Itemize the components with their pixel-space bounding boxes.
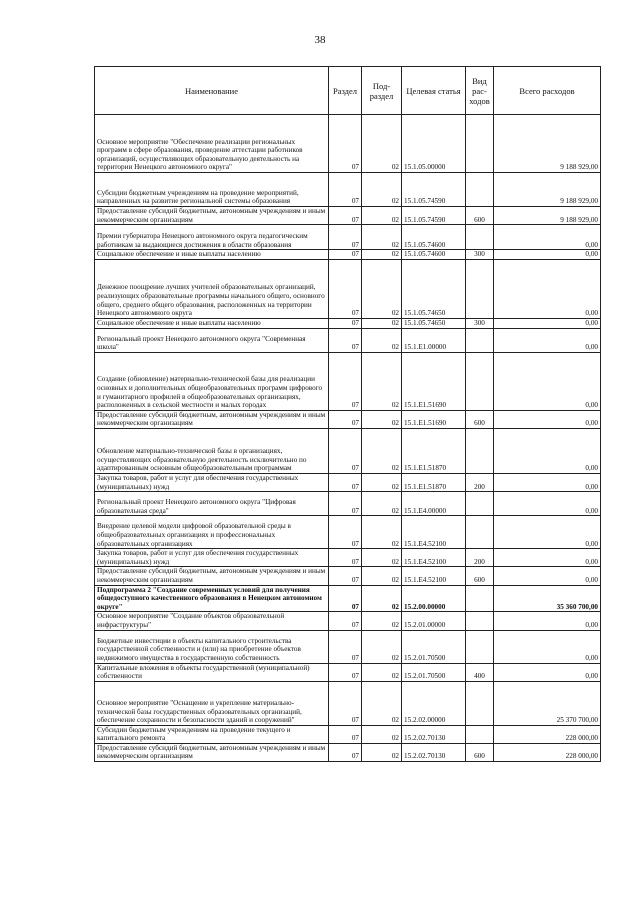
row-type <box>466 725 494 743</box>
row-target: 15.1.E1.51690 <box>402 352 466 410</box>
row-target: 15.1.05.74600 <box>402 225 466 250</box>
row-name: Денежное поощрение лучших учителей образовательных организаций, реализующих образовательные программы начального общего, основного общего, среднего общего образования, расположенных на территории Ненецкого автономного округа <box>95 259 329 318</box>
row-subsection: 02 <box>362 173 402 207</box>
row-total: 228 000,00 <box>494 725 601 743</box>
row-section: 07 <box>329 630 362 663</box>
row-type <box>466 585 494 612</box>
row-name: Субсидии бюджетным учреждениям на проведение текущего и капитального ремонта <box>95 725 329 743</box>
row-type: 200 <box>466 549 494 567</box>
row-type <box>466 352 494 410</box>
header-name: Наименование <box>95 67 329 115</box>
row-section: 07 <box>329 410 362 428</box>
row-type <box>466 328 494 352</box>
row-target: 15.2.01.70500 <box>402 630 466 663</box>
row-type: 200 <box>466 473 494 491</box>
row-subsection: 02 <box>362 681 402 725</box>
row-target: 15.2.02.00000 <box>402 681 466 725</box>
row-target: 15.1.05.74590 <box>402 173 466 207</box>
row-section: 07 <box>329 516 362 549</box>
header-section: Раздел <box>329 67 362 115</box>
row-total: 0,00 <box>494 549 601 567</box>
row-total: 0,00 <box>494 567 601 585</box>
row-name: Обновление материально-технической базы в организациях, осуществляющих образовательную деятельность исключительно по адаптированным основным общеобразовательным программам <box>95 428 329 473</box>
row-target: 15.1.E4.52100 <box>402 567 466 585</box>
table-row <box>95 743 601 761</box>
row-type <box>466 225 494 250</box>
table-header-row <box>95 67 601 115</box>
row-section: 07 <box>329 612 362 630</box>
row-name: Предоставление субсидий бюджетным, автономным учреждениям и иным некоммерческим организациям <box>95 567 329 585</box>
row-type: 600 <box>466 410 494 428</box>
row-target: 15.2.00.00000 <box>402 585 466 612</box>
table-row <box>95 410 601 428</box>
row-total: 0,00 <box>494 516 601 549</box>
row-section: 07 <box>329 259 362 318</box>
row-target: 15.1.E1.51870 <box>402 473 466 491</box>
table-row <box>95 585 601 612</box>
table-row <box>95 259 601 318</box>
row-section: 07 <box>329 250 362 260</box>
header-subsection: Под-раздел <box>362 67 402 115</box>
row-section: 07 <box>329 352 362 410</box>
row-name: Подпрограмма 2 "Создание современных условий для получения общедоступного качественного образования в Ненецком автономном округе" <box>95 585 329 612</box>
row-target: 15.1.05.74650 <box>402 318 466 328</box>
table-row <box>95 328 601 352</box>
row-subsection: 02 <box>362 663 402 681</box>
table-row <box>95 567 601 585</box>
table-row <box>95 318 601 328</box>
row-subsection: 02 <box>362 725 402 743</box>
row-total: 9 188 929,00 <box>494 207 601 225</box>
row-type: 300 <box>466 250 494 260</box>
row-type: 300 <box>466 318 494 328</box>
row-total: 35 360 700,00 <box>494 585 601 612</box>
table-row <box>95 663 601 681</box>
row-target: 15.2.02.70130 <box>402 743 466 761</box>
header-total: Всего расходов <box>494 67 601 115</box>
row-name: Основное мероприятие "Создание объектов образовательной инфраструктуры" <box>95 612 329 630</box>
row-type <box>466 516 494 549</box>
row-name: Региональный проект Ненецкого автономного округа "Цифровая образовательная среда" <box>95 492 329 516</box>
row-total: 0,00 <box>494 225 601 250</box>
table-row <box>95 681 601 725</box>
row-section: 07 <box>329 115 362 173</box>
row-name: Предоставление субсидий бюджетным, автономным учреждениям и иным некоммерческим организациям <box>95 743 329 761</box>
table-row <box>95 225 601 250</box>
row-section: 07 <box>329 585 362 612</box>
row-target: 15.1.E1.51690 <box>402 410 466 428</box>
row-total: 0,00 <box>494 612 601 630</box>
row-subsection: 02 <box>362 492 402 516</box>
row-subsection: 02 <box>362 225 402 250</box>
row-section: 07 <box>329 207 362 225</box>
row-section: 07 <box>329 743 362 761</box>
row-name: Закупка товаров, работ и услуг для обеспечения государственных (муниципальных) нужд <box>95 473 329 491</box>
expenditure-table <box>94 66 601 762</box>
row-subsection: 02 <box>362 516 402 549</box>
row-total: 0,00 <box>494 352 601 410</box>
row-subsection: 02 <box>362 250 402 260</box>
row-subsection: 02 <box>362 207 402 225</box>
row-target: 15.1.E1.00000 <box>402 328 466 352</box>
row-total: 0,00 <box>494 410 601 428</box>
row-name: Внедрение целевой модели цифровой образовательной среды в общеобразовательных организациях и профессиональных образовательных организациях <box>95 516 329 549</box>
row-type: 400 <box>466 663 494 681</box>
row-type: 600 <box>466 743 494 761</box>
table-row <box>95 492 601 516</box>
row-type <box>466 428 494 473</box>
row-type <box>466 173 494 207</box>
row-type: 600 <box>466 567 494 585</box>
row-total: 0,00 <box>494 663 601 681</box>
row-section: 07 <box>329 173 362 207</box>
table-row <box>95 207 601 225</box>
row-name: Капитальные вложения в объекты государственной (муниципальной) собственности <box>95 663 329 681</box>
row-name: Предоставление субсидий бюджетным, автономным учреждениям и иным некоммерческим организациям <box>95 207 329 225</box>
row-section: 07 <box>329 663 362 681</box>
row-target: 15.1.E4.00000 <box>402 492 466 516</box>
row-total: 0,00 <box>494 250 601 260</box>
row-subsection: 02 <box>362 585 402 612</box>
row-name: Основное мероприятие "Оснащение и укрепление материально-технической базы государственных образовательных организаций, обеспечение сохранности и безопасности зданий и сооружений" <box>95 681 329 725</box>
row-target: 15.1.05.74600 <box>402 250 466 260</box>
row-subsection: 02 <box>362 259 402 318</box>
row-name: Бюджетные инвестиции в объекты капитального строительства государственной собственности и (или) на приобретение объектов недвижимого имущества в государственную собственность <box>95 630 329 663</box>
row-subsection: 02 <box>362 743 402 761</box>
row-subsection: 02 <box>362 352 402 410</box>
table-row <box>95 115 601 173</box>
row-name: Субсидии бюджетным учреждениям на проведение мероприятий, направленных на развитие региональной системы образования <box>95 173 329 207</box>
row-target: 15.1.E4.52100 <box>402 516 466 549</box>
row-target: 15.1.05.74590 <box>402 207 466 225</box>
row-subsection: 02 <box>362 473 402 491</box>
row-name: Создание (обновление) материально-технической базы для реализации основных и дополнительных общеобразовательных программ цифрового и гуманитарного профилей в общеобразовательных организациях, расположенных в сельской местности и малых городах <box>95 352 329 410</box>
row-subsection: 02 <box>362 328 402 352</box>
table-row <box>95 352 601 410</box>
row-total: 0,00 <box>494 428 601 473</box>
row-section: 07 <box>329 492 362 516</box>
row-total: 228 000,00 <box>494 743 601 761</box>
row-type <box>466 115 494 173</box>
row-target: 15.2.02.70130 <box>402 725 466 743</box>
row-total: 25 370 700,00 <box>494 681 601 725</box>
row-subsection: 02 <box>362 428 402 473</box>
row-name: Закупка товаров, работ и услуг для обеспечения государственных (муниципальных) нужд <box>95 549 329 567</box>
row-total: 0,00 <box>494 259 601 318</box>
row-target: 15.2.01.70500 <box>402 663 466 681</box>
row-name: Предоставление субсидий бюджетным, автономным учреждениям и иным некоммерческим организациям <box>95 410 329 428</box>
row-section: 07 <box>329 549 362 567</box>
row-target: 15.1.E4.52100 <box>402 549 466 567</box>
table-row <box>95 630 601 663</box>
row-subsection: 02 <box>362 549 402 567</box>
row-total: 0,00 <box>494 318 601 328</box>
row-name: Социальное обеспечение и иные выплаты населению <box>95 250 329 260</box>
row-name: Премии губернатора Ненецкого автономного округа педагогическим работникам за выдающиеся достижения в области образования <box>95 225 329 250</box>
header-type: Вид рас-ходов <box>466 67 494 115</box>
table-row <box>95 612 601 630</box>
row-type <box>466 681 494 725</box>
row-name: Социальное обеспечение и иные выплаты населению <box>95 318 329 328</box>
row-section: 07 <box>329 428 362 473</box>
row-name: Региональный проект Ненецкого автономного округа "Современная школа" <box>95 328 329 352</box>
row-section: 07 <box>329 567 362 585</box>
table-row <box>95 516 601 549</box>
row-subsection: 02 <box>362 567 402 585</box>
table-row <box>95 428 601 473</box>
table-row <box>95 725 601 743</box>
row-section: 07 <box>329 318 362 328</box>
row-total: 0,00 <box>494 473 601 491</box>
row-subsection: 02 <box>362 115 402 173</box>
page-number: 38 <box>314 34 326 46</box>
row-type: 600 <box>466 207 494 225</box>
row-section: 07 <box>329 473 362 491</box>
row-section: 07 <box>329 681 362 725</box>
table-row <box>95 173 601 207</box>
row-subsection: 02 <box>362 630 402 663</box>
row-total: 0,00 <box>494 492 601 516</box>
row-subsection: 02 <box>362 612 402 630</box>
row-section: 07 <box>329 328 362 352</box>
header-target: Целевая статья <box>402 67 466 115</box>
row-total: 9 188 929,00 <box>494 173 601 207</box>
row-name: Основное мероприятие "Обеспечение реализации региональных программ в сфере образования, проведение аттестации работников организаций, осуществляющих образовательную деятельность на территории Ненецкого автономного округа" <box>95 115 329 173</box>
row-subsection: 02 <box>362 318 402 328</box>
table-row <box>95 250 601 260</box>
row-section: 07 <box>329 725 362 743</box>
row-total: 0,00 <box>494 630 601 663</box>
row-target: 15.1.05.00000 <box>402 115 466 173</box>
row-subsection: 02 <box>362 410 402 428</box>
row-total: 0,00 <box>494 328 601 352</box>
table-body <box>95 115 601 762</box>
row-type <box>466 259 494 318</box>
row-target: 15.1.E1.51870 <box>402 428 466 473</box>
row-type <box>466 492 494 516</box>
row-type <box>466 630 494 663</box>
row-total: 9 188 929,00 <box>494 115 601 173</box>
row-target: 15.1.05.74650 <box>402 259 466 318</box>
row-target: 15.2.01.00000 <box>402 612 466 630</box>
table-row <box>95 473 601 491</box>
table-row <box>95 549 601 567</box>
row-section: 07 <box>329 225 362 250</box>
row-type <box>466 612 494 630</box>
